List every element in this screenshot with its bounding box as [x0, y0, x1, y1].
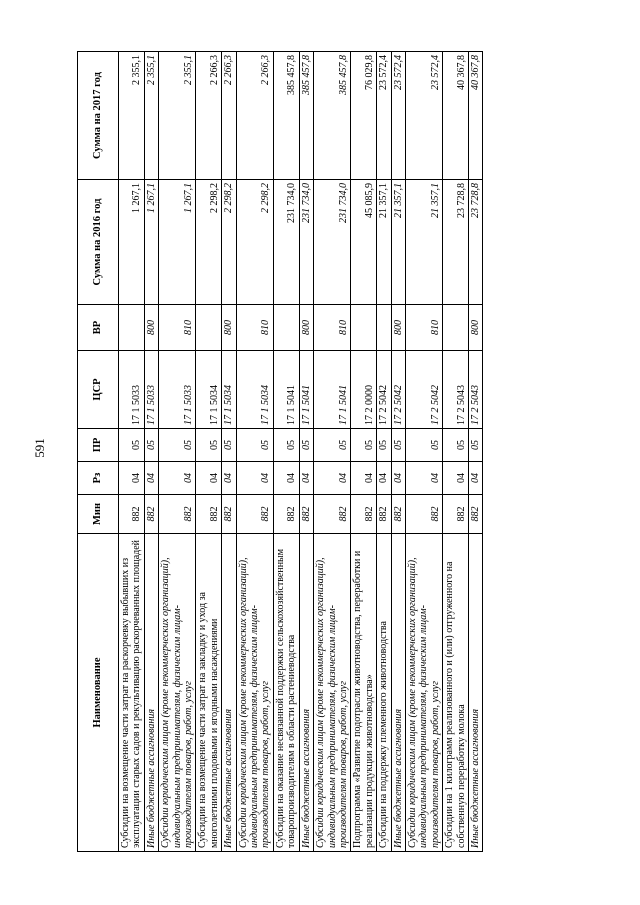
- cell-rz: 04: [468, 462, 482, 495]
- cell-min: 882: [377, 495, 391, 534]
- cell-csr: 17 1 5034: [236, 351, 273, 429]
- cell-min: 882: [222, 495, 236, 534]
- cell-rz: 04: [299, 462, 313, 495]
- cell-sum-2016: 231 734,0: [273, 180, 299, 305]
- cell-vr: [351, 305, 377, 351]
- header-csr: ЦСР: [78, 351, 119, 429]
- cell-sum-2017: 23 572,4: [391, 52, 405, 180]
- cell-sum-2017: 2 266,3: [196, 52, 222, 180]
- cell-csr: 17 2 0000: [351, 351, 377, 429]
- cell-pr: 05: [144, 429, 158, 462]
- cell-pr: 05: [314, 429, 351, 462]
- cell-sum-2016: 21 357,1: [377, 180, 391, 305]
- cell-min: 882: [391, 495, 405, 534]
- cell-name: Иные бюджетные ассигнования: [299, 534, 313, 852]
- cell-csr: 17 1 5034: [196, 351, 222, 429]
- page-number: 591: [31, 438, 47, 458]
- cell-sum-2017: 2 355,1: [159, 52, 196, 180]
- cell-name: Иные бюджетные ассигнования: [468, 534, 482, 852]
- header-pr: ПР: [78, 429, 119, 462]
- cell-sum-2016: 21 357,1: [405, 180, 442, 305]
- cell-name: Субсидии на поддержку племенного животноводства: [377, 534, 391, 852]
- cell-min: 882: [196, 495, 222, 534]
- table-row: [443, 52, 469, 852]
- cell-rz: 04: [159, 462, 196, 495]
- cell-sum-2016: 231 734,0: [299, 180, 313, 305]
- cell-pr: 05: [351, 429, 377, 462]
- cell-sum-2016: 1 267,1: [144, 180, 158, 305]
- cell-sum-2017: 2 266,3: [222, 52, 236, 180]
- table-row: [222, 52, 236, 852]
- cell-name: Иные бюджетные ассигнования: [144, 534, 158, 852]
- cell-rz: 04: [273, 462, 299, 495]
- cell-name: Субсидии юридическим лицам (кроме некоммерческих организаций), индивидуальным предпринимателям, физическим лицам-производителям товаров, работ, услуг: [236, 534, 273, 852]
- cell-vr: [273, 305, 299, 351]
- header-row: [78, 52, 119, 852]
- table-row: [351, 52, 377, 852]
- cell-name: Субсидии на 1 килограмм реализованного и (или) отгруженного на собственную переработку молока: [443, 534, 469, 852]
- cell-rz: 04: [351, 462, 377, 495]
- cell-name: Субсидии на оказание несвязанной поддержки сельскохозяйственным товаропроизводителям в области растениеводства: [273, 534, 299, 852]
- cell-name: Субсидии юридическим лицам (кроме некоммерческих организаций), индивидуальным предпринимателям, физическим лицам-производителям товаров, работ, услуг: [314, 534, 351, 852]
- budget-table: [77, 51, 483, 852]
- table-body: [119, 52, 483, 852]
- cell-csr: 17 1 5033: [144, 351, 158, 429]
- table-row: [299, 52, 313, 852]
- cell-name: Субсидии на возмещение части затрат на раскорчевку выбывших из эксплуатации старых садов и рекультивацию раскорчеванных площадей: [119, 534, 145, 852]
- cell-sum-2017: 2 355,1: [144, 52, 158, 180]
- cell-rz: 04: [119, 462, 145, 495]
- cell-sum-2017: 76 029,8: [351, 52, 377, 180]
- cell-min: 882: [299, 495, 313, 534]
- cell-csr: 17 1 5034: [222, 351, 236, 429]
- cell-csr: 17 1 5033: [159, 351, 196, 429]
- cell-rz: 04: [391, 462, 405, 495]
- cell-sum-2017: 2 355,1: [119, 52, 145, 180]
- cell-min: 882: [236, 495, 273, 534]
- cell-csr: 17 1 5041: [314, 351, 351, 429]
- budget-table-rotated: [77, 52, 585, 852]
- table-row: [273, 52, 299, 852]
- header-name: Наименование: [78, 534, 119, 852]
- cell-min: 882: [468, 495, 482, 534]
- cell-sum-2017: 385 457,8: [299, 52, 313, 180]
- cell-vr: 800: [468, 305, 482, 351]
- cell-name: Субсидии юридическим лицам (кроме некоммерческих организаций), индивидуальным предпринимателям, физическим лицам-производителям товаров, работ, услуг: [159, 534, 196, 852]
- cell-vr: 800: [222, 305, 236, 351]
- cell-vr: 810: [405, 305, 442, 351]
- cell-vr: 810: [236, 305, 273, 351]
- cell-pr: 05: [196, 429, 222, 462]
- table-row: [468, 52, 482, 852]
- table-row: [391, 52, 405, 852]
- table-row: [196, 52, 222, 852]
- cell-name: Иные бюджетные ассигнования: [222, 534, 236, 852]
- cell-sum-2016: 2 298,2: [222, 180, 236, 305]
- cell-min: 882: [314, 495, 351, 534]
- cell-name: Подпрограмма «Развитие подотрасли животноводства, переработки и реализации продукции животноводства»: [351, 534, 377, 852]
- cell-vr: [443, 305, 469, 351]
- cell-sum-2017: 40 367,8: [468, 52, 482, 180]
- cell-sum-2016: 2 298,2: [236, 180, 273, 305]
- cell-min: 882: [351, 495, 377, 534]
- cell-pr: 05: [273, 429, 299, 462]
- cell-sum-2016: 23 728,8: [468, 180, 482, 305]
- table-row: [144, 52, 158, 852]
- cell-sum-2016: 1 267,1: [119, 180, 145, 305]
- cell-pr: 05: [468, 429, 482, 462]
- cell-pr: 05: [299, 429, 313, 462]
- cell-name: Иные бюджетные ассигнования: [391, 534, 405, 852]
- cell-rz: 04: [405, 462, 442, 495]
- cell-name: Субсидии на возмещение части затрат на закладку и уход за многолетними плодовыми и ягодными насаждениями: [196, 534, 222, 852]
- cell-vr: 810: [159, 305, 196, 351]
- cell-pr: 05: [159, 429, 196, 462]
- cell-min: 882: [405, 495, 442, 534]
- header-vr: ВР: [78, 305, 119, 351]
- cell-rz: 04: [377, 462, 391, 495]
- cell-rz: 04: [222, 462, 236, 495]
- cell-min: 882: [273, 495, 299, 534]
- cell-min: 882: [144, 495, 158, 534]
- cell-csr: 17 1 5041: [273, 351, 299, 429]
- cell-pr: 05: [405, 429, 442, 462]
- cell-csr: 17 2 5042: [405, 351, 442, 429]
- cell-rz: 04: [443, 462, 469, 495]
- cell-vr: 800: [299, 305, 313, 351]
- cell-rz: 04: [196, 462, 222, 495]
- cell-rz: 04: [236, 462, 273, 495]
- cell-sum-2016: 21 357,1: [391, 180, 405, 305]
- cell-pr: 05: [222, 429, 236, 462]
- cell-vr: 800: [144, 305, 158, 351]
- cell-pr: 05: [377, 429, 391, 462]
- table-row: [377, 52, 391, 852]
- cell-sum-2017: 40 367,8: [443, 52, 469, 180]
- header-sum-2016: Сумма на 2016 год: [78, 180, 119, 305]
- cell-name: Субсидии юридическим лицам (кроме некоммерческих организаций), индивидуальным предпринимателям, физическим лицам-производителям товаров, работ, услуг: [405, 534, 442, 852]
- cell-sum-2017: 2 266,3: [236, 52, 273, 180]
- cell-sum-2016: 231 734,0: [314, 180, 351, 305]
- table-row: [119, 52, 145, 852]
- cell-rz: 04: [314, 462, 351, 495]
- header-min: Мин: [78, 495, 119, 534]
- table-row: [314, 52, 351, 852]
- cell-sum-2017: 385 457,8: [273, 52, 299, 180]
- cell-vr: [119, 305, 145, 351]
- cell-csr: 17 2 5042: [377, 351, 391, 429]
- table-row: [159, 52, 196, 852]
- cell-rz: 04: [144, 462, 158, 495]
- cell-min: 882: [119, 495, 145, 534]
- cell-sum-2017: 385 457,8: [314, 52, 351, 180]
- header-rz: Рз: [78, 462, 119, 495]
- cell-csr: 17 2 5043: [468, 351, 482, 429]
- cell-vr: 810: [314, 305, 351, 351]
- header-sum-2017: Сумма на 2017 год: [78, 52, 119, 180]
- cell-pr: 05: [119, 429, 145, 462]
- cell-sum-2016: 45 085,9: [351, 180, 377, 305]
- table-row: [405, 52, 442, 852]
- cell-sum-2016: 2 298,2: [196, 180, 222, 305]
- cell-vr: 800: [391, 305, 405, 351]
- cell-min: 882: [443, 495, 469, 534]
- table-row: [236, 52, 273, 852]
- cell-vr: [377, 305, 391, 351]
- cell-sum-2017: 23 572,4: [377, 52, 391, 180]
- cell-pr: 05: [443, 429, 469, 462]
- cell-pr: 05: [391, 429, 405, 462]
- cell-csr: 17 2 5043: [443, 351, 469, 429]
- cell-csr: 17 2 5042: [391, 351, 405, 429]
- cell-vr: [196, 305, 222, 351]
- cell-csr: 17 1 5033: [119, 351, 145, 429]
- cell-pr: 05: [236, 429, 273, 462]
- cell-csr: 17 1 5041: [299, 351, 313, 429]
- cell-min: 882: [159, 495, 196, 534]
- cell-sum-2016: 1 267,1: [159, 180, 196, 305]
- cell-sum-2017: 23 572,4: [405, 52, 442, 180]
- cell-sum-2016: 23 728,8: [443, 180, 469, 305]
